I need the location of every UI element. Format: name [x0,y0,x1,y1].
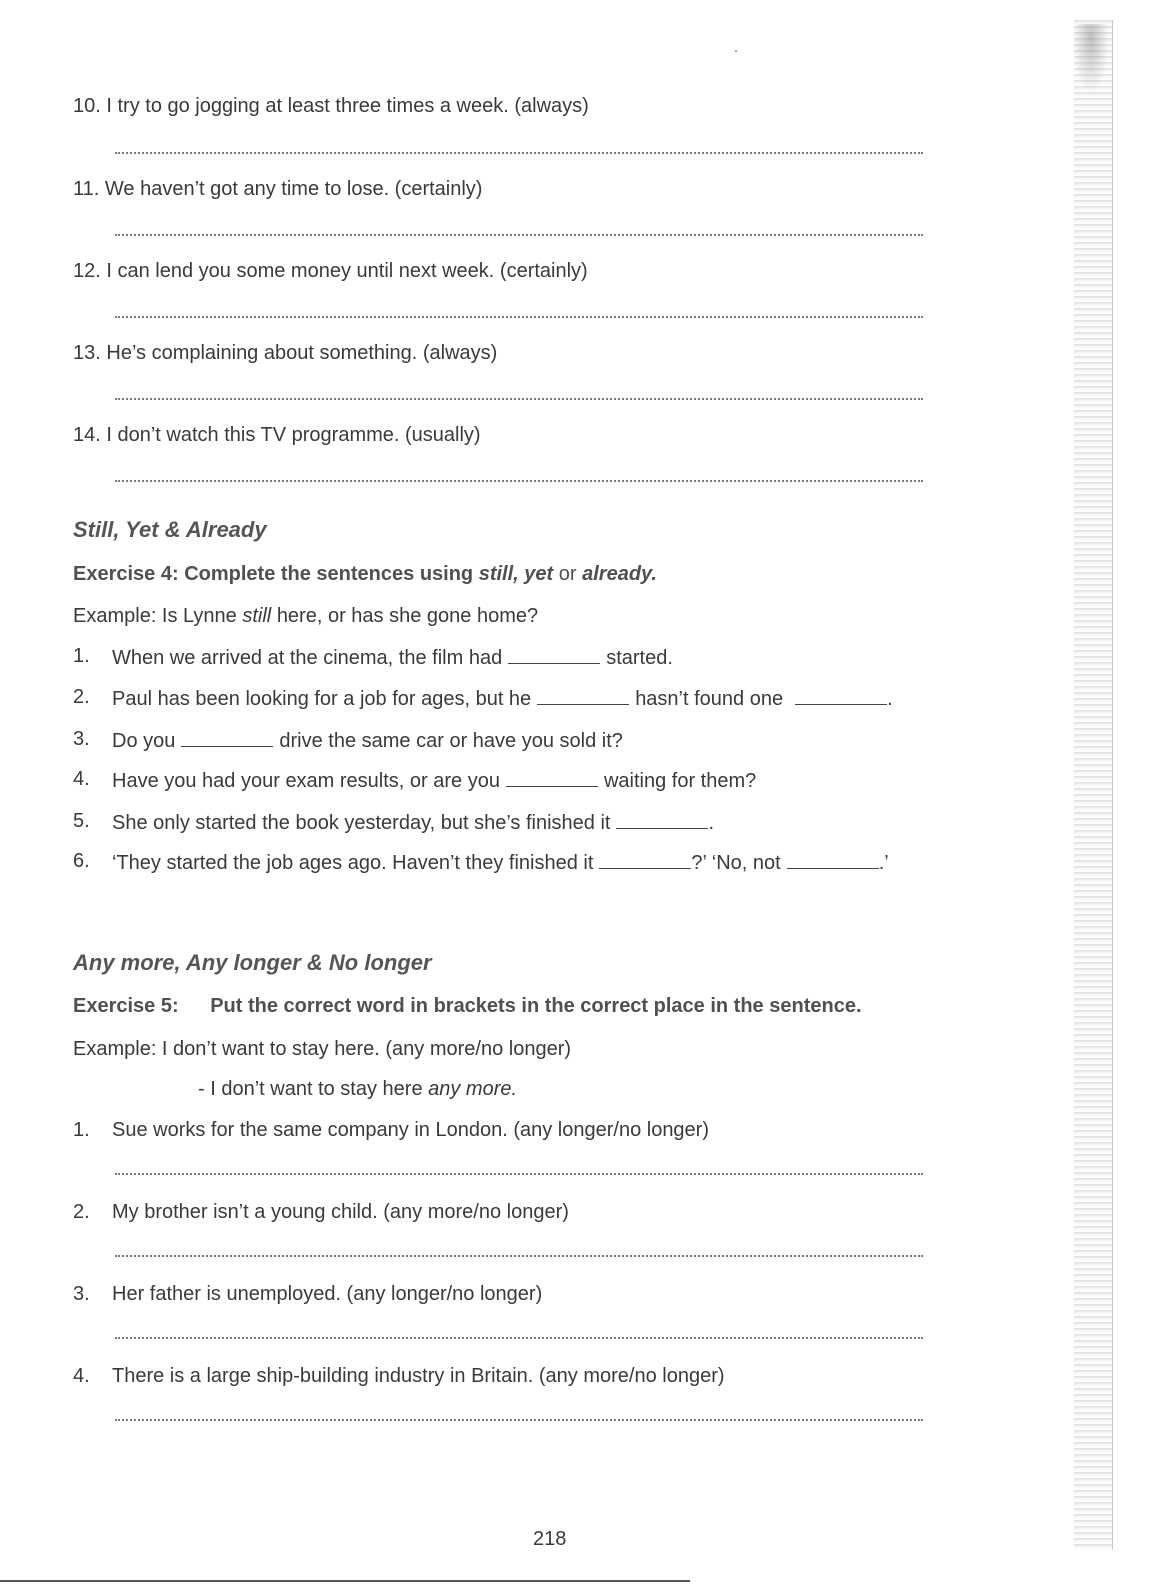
exercise-item [73,94,589,118]
exercise-item [73,423,481,447]
exercise-keyword-last: already. [582,563,657,585]
answer-blank[interactable] [506,768,598,787]
item-text: drive the same car or have you sold it? [279,730,623,752]
item-text: Paul has been looking for a job for ages, but he [112,688,532,710]
exercise-label: Exercise 4: Complete the sentences using [73,563,474,585]
item-number: 4. [73,768,90,790]
item-text: Do you [112,730,176,752]
answer-line[interactable] [115,152,923,154]
example-answer-word: any more. [428,1078,518,1100]
exercise-item [112,645,673,670]
scan-speck [735,50,737,52]
item-number: 12. [73,260,101,282]
bottom-rule [0,1580,690,1582]
item-text: hasn’t found one [635,688,784,710]
answer-line[interactable] [115,398,923,400]
exercise-title [73,563,657,586]
answer-line[interactable] [115,1419,923,1421]
item-number: 4. [73,1365,90,1387]
answer-blank[interactable] [787,850,879,869]
item-text: ?’ ‘No, not [691,852,781,874]
item-text: I can lend you some money until next week. (certainly) [106,260,588,282]
item-number: 13. [73,342,101,364]
answer-line[interactable] [115,1173,923,1175]
item-text: We haven’t got any time to lose. (certainly) [104,178,483,200]
item-number: 2. [73,1201,90,1223]
item-number: 6. [73,850,90,872]
exercise-instruction: Put the correct word in brackets in the correct place in the sentence. [210,995,862,1017]
item-text: Have you had your exam results, or are you [112,770,500,792]
example-answer-text: - I don’t want to stay here [198,1078,423,1100]
item-number: 3. [73,728,90,750]
answer-blank[interactable] [508,645,600,664]
item-text: started. [606,647,673,669]
exercise-keywords: still, yet [478,563,554,585]
item-text: I don’t watch this TV programme. (usually) [106,424,481,446]
exercise-item [112,686,893,711]
item-text: My brother isn’t a young child. (any more/no longer) [112,1201,569,1223]
item-number: 3. [73,1283,90,1305]
item-number: 11. [73,178,100,200]
exercise-item [112,728,623,753]
item-text: Her father is unemployed. (any longer/no longer) [112,1283,543,1305]
answer-blank[interactable] [537,686,629,705]
section-heading: Still, Yet & Already [73,517,267,542]
item-number: 1. [73,645,90,667]
exercise-item [112,768,756,793]
scan-corner-shadow [1073,24,1109,94]
exercise-item [73,177,482,201]
answer-line[interactable] [115,1337,923,1339]
answer-blank[interactable] [599,850,691,869]
answer-line[interactable] [115,234,923,236]
exercise-item [112,850,889,875]
example-line [73,604,538,628]
exercise-label: Exercise 5: [73,995,179,1017]
item-text: ‘They started the job ages ago. Haven’t they finished it [112,852,594,874]
answer-line[interactable] [115,480,923,482]
exercise-item [73,259,588,283]
answer-line[interactable] [115,1255,923,1257]
item-text: . [708,812,715,834]
page-number: 218 [533,1528,567,1550]
example-post: here, or has she gone home? [276,605,539,627]
item-text: He’s complaining about something. (always) [106,342,498,364]
answer-blank[interactable] [616,810,708,829]
item-number: 1. [73,1119,90,1141]
item-text: She only started the book yesterday, but she’s finished it [112,812,611,834]
exercise-title [73,995,862,1018]
item-text: .’ [878,852,889,874]
example-word: still [242,605,272,627]
item-text: Sue works for the same company in London. (any longer/no longer) [112,1119,710,1141]
answer-line[interactable] [115,316,923,318]
item-text: I try to go jogging at least three times a week. (always) [106,95,589,117]
item-text: . [887,688,893,710]
example-line: Example: I don’t want to stay here. (any more/no longer) [73,1038,572,1060]
scan-edge-shadow [1074,20,1113,1550]
example-answer-line [198,1077,517,1101]
exercise-item [73,341,497,365]
exercise-or: or [558,563,577,585]
answer-blank[interactable] [181,728,273,747]
answer-blank[interactable] [795,686,887,705]
exercise-item [112,810,714,835]
item-number: 2. [73,686,90,708]
section-heading: Any more, Any longer & No longer [73,950,432,975]
example-pre: Example: Is Lynne [73,605,237,627]
item-number: 5. [73,810,90,832]
item-number: 14. [73,424,101,446]
item-text: When we arrived at the cinema, the film had [112,647,503,669]
item-number: 10. [73,95,101,117]
item-text: waiting for them? [603,770,757,792]
item-text: There is a large ship-building industry in Britain. (any more/no longer) [112,1365,725,1387]
